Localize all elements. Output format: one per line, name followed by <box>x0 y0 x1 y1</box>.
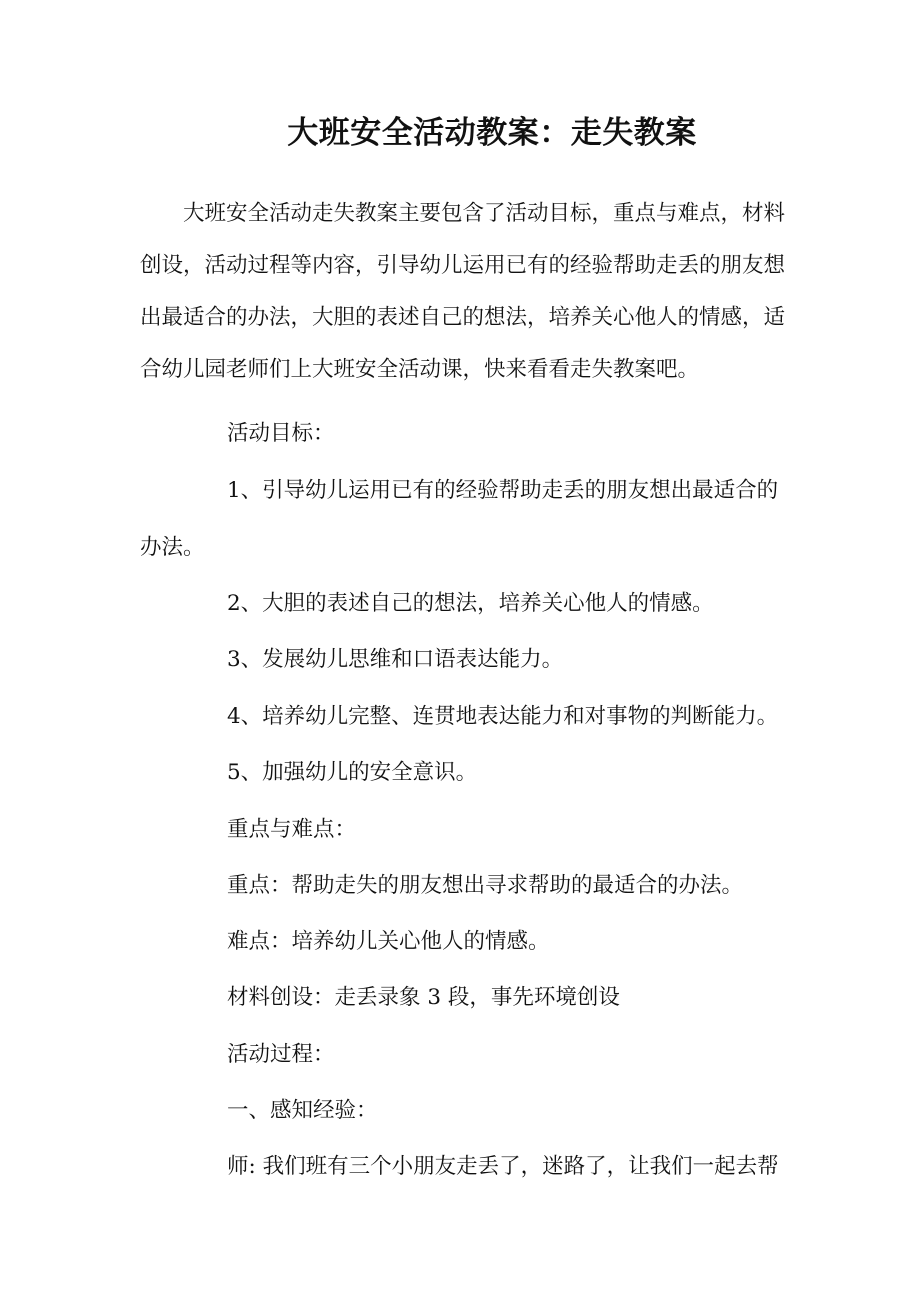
step-1-heading: 一、感知经验： <box>227 1098 378 1123</box>
intro-line: 创设，活动过程等内容，引导幼儿运用已有的经验帮助走丢的朋友想 <box>140 253 786 278</box>
goals-heading: 活动目标： <box>227 421 335 446</box>
intro-line: 大班安全活动走失教案主要包含了活动目标，重点与难点，材料 <box>183 201 786 226</box>
intro-line: 合幼儿园老师们上大班安全活动课，快来看看走失教案吧。 <box>140 357 700 382</box>
key-point: 重点：帮助走失的朋友想出寻求帮助的最适合的办法。 <box>227 873 744 898</box>
goal-item-5: 5、加强幼儿的安全意识。 <box>227 760 478 785</box>
goal-item-3: 3、发展幼儿思维和口语表达能力。 <box>227 647 564 672</box>
key-difficult-heading: 重点与难点： <box>227 817 357 842</box>
materials-line: 材料创设：走丢录象 3 段，事先环境创设 <box>227 985 620 1010</box>
goal-item-2: 2、大胆的表述自己的想法，培养关心他人的情感。 <box>227 591 714 616</box>
goal-item-1-continued: 办法。 <box>140 535 205 560</box>
difficult-point: 难点：培养幼儿关心他人的情感。 <box>227 929 550 954</box>
process-heading: 活动过程： <box>227 1042 335 1067</box>
goal-item-4: 4、培养幼儿完整、连贯地表达能力和对事物的判断能力。 <box>227 704 779 729</box>
goal-item-1: 1、引导幼儿运用已有的经验帮助走丢的朋友想出最适合的 <box>227 478 779 503</box>
document-title: 大班安全活动教案：走失教案 <box>287 115 697 151</box>
teacher-dialogue-line: 师: 我们班有三个小朋友走丢了，迷路了，让我们一起去帮 <box>227 1154 779 1179</box>
intro-line: 出最适合的办法，大胆的表述自己的想法，培养关心他人的情感，适 <box>140 305 786 330</box>
intro-paragraph <box>140 188 786 396</box>
